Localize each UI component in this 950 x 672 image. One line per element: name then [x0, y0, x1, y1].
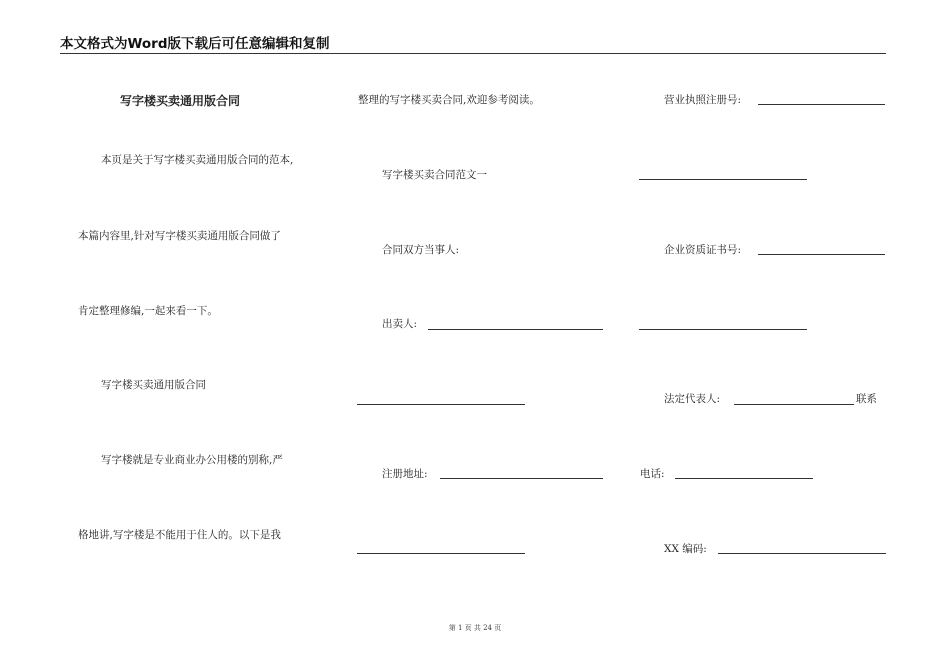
postcode-blank-line — [718, 553, 886, 554]
blank-line — [357, 404, 525, 405]
parties-label: 合同双方当事人: — [382, 244, 460, 256]
paragraph-line: 整理的写字楼买卖合同,欢迎参考阅读。 — [358, 94, 540, 106]
address-blank-line — [440, 478, 603, 479]
phone-label: 电话: — [640, 468, 665, 480]
phone-blank-line — [675, 478, 813, 479]
blank-line — [357, 553, 525, 554]
blank-line — [639, 329, 807, 330]
contact-label: 联系 — [856, 393, 877, 405]
seller-blank-line — [428, 329, 603, 330]
legal-rep-label: 法定代表人: — [664, 393, 721, 405]
paragraph-line: 写字楼买卖通用版合同 — [101, 379, 206, 391]
seller-label: 出卖人: — [382, 318, 418, 330]
paragraph-line: 格地讲,写字楼是不能用于住人的。以下是我 — [78, 529, 281, 541]
legal-rep-blank-line — [734, 404, 854, 405]
qualification-label: 企业资质证书号: — [664, 244, 742, 256]
paragraph-line: 本页是关于写字楼买卖通用版合同的范本, — [101, 154, 294, 166]
document-title: 写字楼买卖通用版合同 — [120, 94, 241, 108]
license-label: 营业执照注册号: — [664, 94, 742, 106]
qualification-blank-line — [758, 254, 885, 255]
paragraph-line: 肯定整理修编,一起来看一下。 — [78, 305, 218, 317]
postcode-label: XX 编码: — [664, 543, 707, 555]
license-blank-line — [758, 104, 885, 105]
paragraph-line: 写字楼就是专业商业办公用楼的别称,严 — [101, 454, 283, 466]
contract-title: 写字楼买卖合同范文一 — [382, 169, 487, 181]
blank-line — [639, 179, 807, 180]
document-header: 本文格式为Word版下载后可任意编辑和复制 — [60, 35, 886, 54]
page-number: 第 1 页 共 24 页 — [448, 624, 502, 632]
paragraph-line: 本篇内容里,针对写字楼买卖通用版合同做了 — [78, 230, 281, 242]
address-label: 注册地址: — [382, 468, 428, 480]
